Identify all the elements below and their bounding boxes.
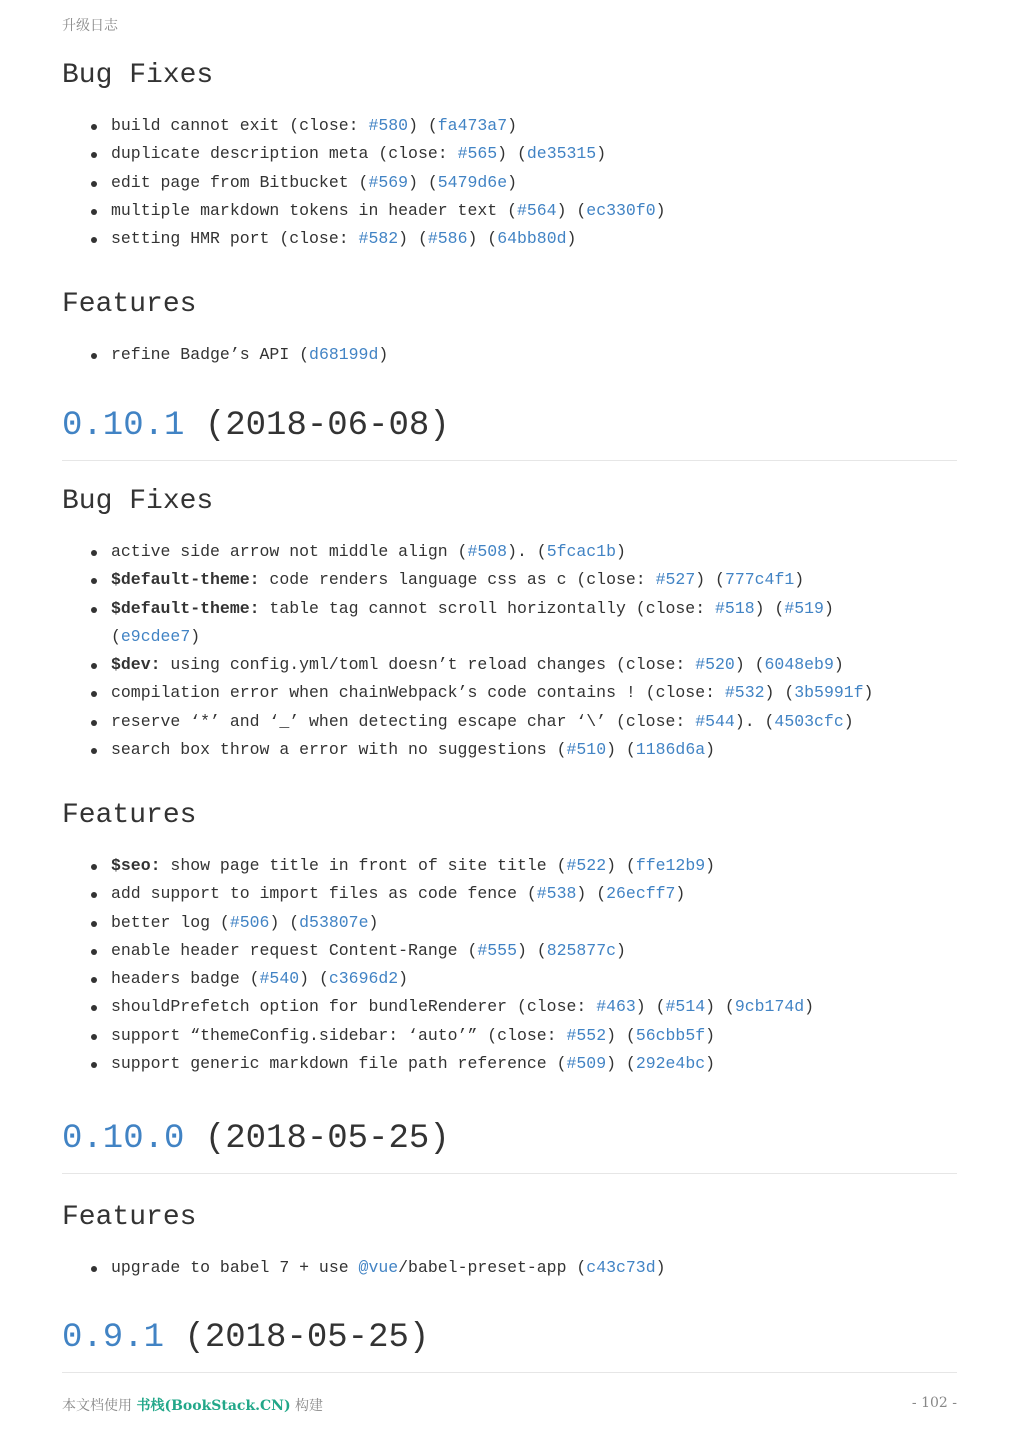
commit-link[interactable]: 56cbb5f: [635, 1025, 706, 1045]
change-text: ): [705, 856, 716, 875]
change-item: [62, 225, 957, 253]
change-text: ) (: [764, 683, 795, 703]
change-text: add support to import files as code fence (: [111, 884, 537, 904]
version-heading: [62, 404, 957, 461]
change-text: ) (: [516, 940, 547, 960]
change-text: ) (: [408, 172, 438, 192]
commit-link[interactable]: d53807e: [299, 912, 369, 932]
change-text: (: [111, 626, 121, 646]
commit-link[interactable]: 4503cfc: [774, 711, 844, 731]
changelog-section: [62, 1117, 957, 1174]
commit-link[interactable]: 9cb174d: [734, 997, 805, 1017]
changelog-section: [62, 798, 957, 1078]
change-item: [62, 112, 957, 140]
change-list: [62, 341, 957, 369]
version-date: (2018-05-25): [184, 1120, 450, 1158]
change-item: [62, 937, 957, 965]
change-text: active side arrow not middle align (: [111, 542, 468, 561]
commit-link[interactable]: de35315: [526, 144, 597, 164]
version-date: (2018-06-08): [184, 407, 450, 445]
change-text: reserve ‘*’ and ‘_’ when detecting escape char ‘\’ (close:: [111, 711, 696, 731]
change-text: ): [705, 1025, 716, 1045]
change-item: [62, 679, 957, 707]
issue-link[interactable]: #510: [566, 740, 607, 760]
change-text: ): [804, 997, 815, 1017]
change-text: better log (: [111, 912, 230, 932]
change-text: search box throw a error with no suggestions (: [111, 740, 567, 760]
change-text: table tag cannot scroll horizontally (close:: [259, 598, 716, 618]
commit-link[interactable]: 6048eb9: [764, 655, 834, 675]
issue-link[interactable]: #580: [368, 116, 409, 135]
change-item: [62, 197, 957, 225]
scope-label: $default-theme:: [111, 570, 260, 590]
change-text: setting HMR port (close:: [111, 229, 359, 249]
change-text: ): [833, 655, 844, 675]
issue-link[interactable]: #538: [536, 884, 577, 904]
version-heading: [62, 1117, 957, 1174]
change-text: enable header request Content-Range (: [111, 940, 478, 960]
commit-link[interactable]: 292e4bc: [635, 1054, 706, 1074]
change-text: ): [368, 912, 379, 932]
change-text: /babel-preset-app (: [398, 1258, 587, 1277]
change-text: ) (: [398, 229, 428, 249]
commit-link[interactable]: 1186d6a: [635, 740, 706, 760]
issue-link[interactable]: #520: [695, 655, 735, 675]
page-header-title: 升级日志: [62, 18, 118, 34]
change-text: ): [566, 229, 577, 249]
change-text: ): [616, 542, 626, 561]
issue-link[interactable]: #506: [229, 912, 270, 932]
change-text: ): [190, 626, 201, 646]
change-text: ) (: [556, 200, 587, 220]
version-heading: [62, 1316, 957, 1373]
change-text: ) (: [606, 1054, 636, 1074]
scope-label: $seo:: [111, 856, 161, 875]
change-item: [62, 595, 957, 652]
change-item: [62, 1022, 957, 1050]
subsection-heading: Features: [62, 800, 197, 831]
change-text: show page title in front of site title (: [160, 856, 567, 875]
page-footer: [62, 1395, 957, 1415]
footer-brand-link[interactable]: 书栈(BookStack.CN): [136, 1398, 291, 1414]
change-item: [62, 538, 957, 566]
issue-link[interactable]: #522: [566, 856, 607, 875]
commit-link[interactable]: ec330f0: [586, 200, 656, 220]
changelog-section: [62, 287, 957, 369]
issue-link[interactable]: #555: [477, 940, 517, 960]
change-text: ) (: [734, 655, 765, 675]
change-list: [62, 112, 957, 253]
issue-link[interactable]: #565: [457, 144, 498, 164]
change-text: ) (: [408, 116, 438, 135]
issue-link[interactable]: #564: [516, 200, 557, 220]
change-text: ) (: [705, 997, 735, 1017]
commit-link[interactable]: c43c73d: [586, 1258, 656, 1277]
changelog-section: [62, 404, 957, 461]
change-text: ): [507, 116, 517, 135]
footer-suffix: 构建: [290, 1398, 324, 1414]
change-item: [62, 1254, 957, 1282]
issue-link[interactable]: #514: [665, 997, 706, 1017]
issue-link[interactable]: #544: [695, 711, 735, 731]
subsection-heading: Bug Fixes: [62, 60, 214, 91]
change-item: [62, 965, 957, 993]
commit-link[interactable]: 3b5991f: [794, 683, 864, 703]
changelog-section: [62, 58, 957, 253]
change-item: [62, 909, 957, 937]
version-link[interactable]: 0.10.0: [62, 1120, 185, 1158]
issue-link[interactable]: #527: [655, 570, 696, 590]
commit-link[interactable]: 5fcac1b: [546, 542, 616, 561]
changelog-section: [62, 1316, 957, 1373]
change-text: ) (: [576, 884, 607, 904]
change-text: duplicate description meta (close:: [111, 144, 458, 164]
change-text: ). (: [734, 711, 775, 731]
change-text: ): [705, 1054, 716, 1074]
change-item: [62, 169, 957, 197]
version-link[interactable]: 0.9.1: [62, 1319, 165, 1357]
commit-link[interactable]: fa473a7: [437, 116, 508, 135]
commit-link[interactable]: e9cdee7: [120, 626, 191, 646]
change-item: [62, 566, 957, 594]
change-text: ) (: [695, 570, 725, 590]
change-text: ) (: [269, 912, 300, 932]
change-list: [62, 1254, 957, 1282]
change-text: headers badge (: [111, 969, 260, 989]
change-text: ): [616, 940, 626, 960]
change-text: ): [655, 1258, 666, 1277]
change-text: ): [398, 969, 409, 989]
change-text: ). (: [507, 542, 547, 561]
version-date: (2018-05-25): [164, 1319, 430, 1357]
change-text: ): [823, 598, 834, 618]
commit-link[interactable]: 825877c: [546, 940, 617, 960]
change-item: [62, 880, 957, 908]
commit-link[interactable]: d68199d: [309, 345, 379, 364]
commit-link[interactable]: 64bb80d: [497, 229, 567, 249]
issue-link[interactable]: #519: [784, 598, 824, 618]
changelog-section: [62, 1200, 957, 1282]
change-text: ): [863, 683, 874, 703]
change-text: ): [794, 570, 805, 590]
change-text: compilation error when chainWebpack’s code contains ! (close:: [111, 683, 725, 703]
change-text: ): [655, 200, 666, 220]
change-text: support generic markdown file path reference (: [111, 1054, 567, 1074]
change-text: edit page from Bitbucket (: [111, 172, 369, 192]
change-text: ): [507, 172, 517, 192]
change-text: code renders language css as c (close:: [259, 570, 656, 590]
change-text: ) (: [497, 144, 527, 164]
page-number: - 102 -: [911, 1395, 957, 1411]
issue-link[interactable]: #569: [368, 172, 409, 192]
change-text: ) (: [299, 969, 329, 989]
change-text: multiple markdown tokens in header text (: [111, 200, 517, 220]
change-item: [62, 993, 957, 1021]
issue-link[interactable]: #552: [566, 1025, 607, 1045]
change-text: ) (: [606, 856, 636, 875]
commit-link[interactable]: 5479d6e: [437, 172, 508, 192]
change-item: [62, 708, 957, 736]
change-text: ): [843, 711, 854, 731]
issue-link[interactable]: #518: [715, 598, 755, 618]
change-text: shouldPrefetch option for bundleRenderer (close:: [111, 997, 597, 1017]
change-text: refine Badge’s API (: [111, 345, 310, 364]
issue-link[interactable]: #463: [596, 997, 636, 1017]
commit-link[interactable]: c3696d2: [328, 969, 399, 989]
change-item: [62, 1050, 957, 1078]
change-text: ) (: [606, 1025, 636, 1045]
issue-link[interactable]: #540: [259, 969, 300, 989]
change-text: upgrade to babel 7 + use: [111, 1258, 359, 1277]
scope-label: $default-theme:: [111, 598, 260, 618]
changelog-section: [62, 484, 957, 764]
subsection-heading: Features: [62, 289, 197, 320]
subsection-heading: Bug Fixes: [62, 486, 214, 517]
issue-link[interactable]: #508: [467, 542, 508, 561]
change-text: ): [675, 884, 686, 904]
issue-link[interactable]: #532: [724, 683, 765, 703]
change-text: ) (: [635, 997, 666, 1017]
change-text: ): [596, 144, 607, 164]
issue-link[interactable]: #509: [566, 1054, 607, 1074]
footer-prefix: 本文档使用: [62, 1398, 137, 1414]
change-text: using config.yml/toml doesn’t reload changes (close:: [160, 655, 696, 675]
issue-link[interactable]: #586: [427, 229, 468, 249]
change-text: support “themeConfig.sidebar: ‘auto’” (close:: [111, 1025, 567, 1045]
commit-link[interactable]: 777c4f1: [724, 570, 795, 590]
change-item: [62, 852, 957, 880]
change-item: [62, 341, 957, 369]
change-text: ) (: [467, 229, 498, 249]
scope-label: $dev:: [111, 655, 161, 675]
issue-link[interactable]: #582: [358, 229, 399, 249]
change-list: [62, 538, 957, 764]
change-text: ) (: [754, 598, 785, 618]
change-text: ) (: [606, 740, 636, 760]
change-text: build cannot exit (close:: [111, 116, 369, 135]
subsection-heading: Features: [62, 1202, 197, 1233]
change-text: ): [705, 740, 716, 760]
change-item: [62, 736, 957, 764]
change-text: ): [378, 345, 389, 364]
commit-link[interactable]: @vue: [358, 1258, 399, 1277]
commit-link[interactable]: 26ecff7: [606, 884, 676, 904]
commit-link[interactable]: ffe12b9: [635, 856, 706, 875]
version-link[interactable]: 0.10.1: [62, 407, 185, 445]
change-item: [62, 140, 957, 168]
change-list: [62, 852, 957, 1078]
change-item: [62, 651, 957, 679]
